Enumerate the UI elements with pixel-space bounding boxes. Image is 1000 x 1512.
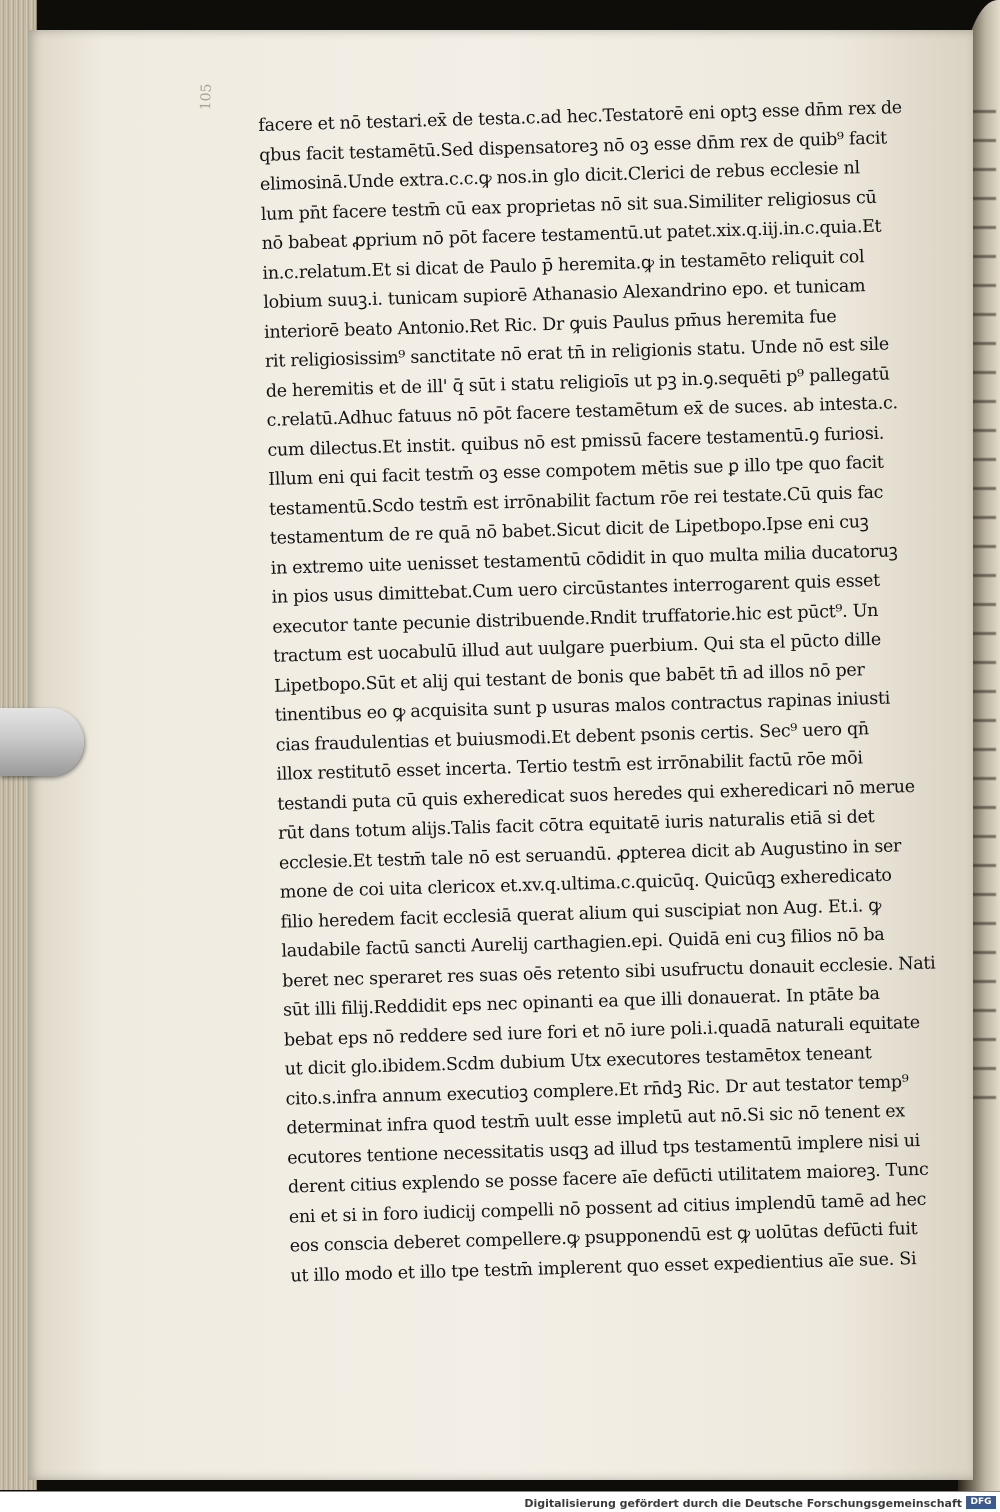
text-line: c.relatū.Adhuc fatuus nō pōt facere testamētum ex̄ de suces. ab intesta.c. xyxy=(266,393,899,431)
text-line: determinat infra quod testm̄ uult esse impletū aut nō.Si sic nō tenent ex xyxy=(286,1101,906,1139)
text-line: ut dicit glo.ibidem.Scdm dubium Utx executores testamētox teneant xyxy=(284,1043,872,1080)
show-through-text xyxy=(970,110,996,1110)
text-line: lobium suuꝫ.i. tunicam supiorē Athanasio Alexandrino epo. et tunicam xyxy=(263,276,866,313)
text-line: eos conscia deberet compellere.ꝙ psupponendū est ꝙ uolūtas defūcti fuit xyxy=(289,1219,918,1257)
text-line: testandi puta cū quis exheredicat suos heredes qui exheredicari nō merue xyxy=(277,776,916,815)
text-line: beret nec speraret res suas oēs retento sibi usufructu donauit ecclesie. Nati xyxy=(281,952,936,992)
text-line: executor tante pecunie distribuende.Rndit truffatorie.hic est pūct⁹. Un xyxy=(272,600,879,638)
text-line: de heremitis et de ill' q̄ sūt i statu religioīs ut pꝫ in.ꝯ.sequēti p⁹ pallegatū xyxy=(265,363,890,402)
text-line: tractum est uocabulū illud aut uulgare puerbium. Qui sta el pūcto dille xyxy=(272,629,882,667)
text-line: nō babeat ꝓprium nō pōt facere testamentū.ut patet.xix.q.iij.in.c.quia.Et xyxy=(261,216,882,254)
text-line: mone de coi uita clericox et.xv.q.ultima.c.quicūq. Quicūqꝫ exheredicato xyxy=(279,865,892,903)
text-line: Lipetbopo.Sūt et alij qui testant de bonis que babēt tn̄ ad illos nō per xyxy=(273,659,865,697)
text-line: in pios usus dimittebat.Cum uero circūstantes interrogarent quis esset xyxy=(271,570,881,608)
text-line: ecutores tentione necessitatis usqꝫ ad illud tps testamentū implere nisi ui xyxy=(286,1130,921,1169)
pencil-folio-number: 105 xyxy=(198,83,215,111)
text-line: illox restitutō esset incerta. Tertio testm̄ est irrōnabilit factū rōe mōi xyxy=(276,748,863,785)
text-line: cito.s.infra annum executioꝫ complere.Et rn̄dꝫ Ric. Dr aut testator temp⁹ xyxy=(285,1071,909,1110)
text-line: sūt illi filij.Reddidit eps nec opinanti ea que illi donauerat. In ptāte ba xyxy=(282,983,880,1021)
text-line: in.c.relatum.Et si dicat de Paulo p̄ heremita.ꝙ in testamēto reliquit col xyxy=(262,246,865,284)
text-line: cias fraudulentias et buiusmodi.Et debent psonis certis. Sec⁹ uero qn̄ xyxy=(275,718,870,756)
text-line: filio heredem facit ecclesiā querat alium qui suscipiat non Aug. Et.i. ꝙ xyxy=(280,895,882,933)
incunabulum-text-block xyxy=(258,94,941,1292)
text-line: Illum eni qui facit testm̄ oꝫ esse compotem mētis sue ꝑ illo tpe quo facit xyxy=(267,452,884,490)
text-line: qbus facit testamētū.Sed dispensatoreꝫ nō oꝫ esse dn̄m rex de quib⁹ facit xyxy=(258,127,888,166)
text-line: in extremo uite uenisset testamentū cōdidit in quo multa milia ducatoruꝫ xyxy=(270,540,898,579)
digitization-footer xyxy=(0,1491,1000,1512)
text-line: testamentum de re quā nō babet.Sicut dicit de Lipetbopo.Ipse eni cuꝫ xyxy=(269,512,869,549)
funding-credit: Digitalisierung gefördert durch die Deutsche Forschungsgemeinschaft xyxy=(524,1497,962,1510)
text-line: facere et nō testari.ex̄ de testa.c.ad hec.Testatorē eni optꝫ esse dn̄m rex de xyxy=(258,98,903,136)
text-line: testamentū.Scdo testm̄ est irrōnabilit factum rōe rei testate.Cū quis fac xyxy=(268,482,884,520)
text-line: ecclesie.Et testm̄ tale nō est seruandū. ꝓpterea dicit ab Augustino in ser xyxy=(278,835,902,874)
text-line: interiorē beato Antonio.Ret Ric. Dr ꝙuis Paulus pm̄us heremita fue xyxy=(263,306,837,343)
text-line: derent citius explendo se posse facere aīe defūcti utilitatem maioreꝫ. Tunc xyxy=(287,1159,929,1198)
text-line: bebat eps nō reddere sed iure fori et nō iure poli.i.quadā naturali equitate xyxy=(283,1012,921,1051)
text-line: lum pn̄t facere testm̄ cū eax proprietas nō sit sua.Similiter religiosus cū xyxy=(260,187,877,225)
text-line: tinentibus eo ꝙ acquisita sunt p usuras malos contractus rapinas iniusti xyxy=(274,688,891,726)
text-line: rūt dans totum alijs.Talis facit cōtra equitatē iuris naturalis etiā si det xyxy=(277,807,875,844)
text-line: eni et si in foro iudicij compelli nō possent ad citius implendū tamē ad hec xyxy=(288,1189,927,1228)
text-line: elimosinā.Unde extra.c.c.ꝙ nos.in glo dicit.Clerici de rebus ecclesie nl xyxy=(259,158,861,195)
text-line: cum dilectus.Et instit. quibus nō est pmissū facere testamentū.ꝯ furiosi. xyxy=(267,423,885,461)
text-line: rit religiosissim⁹ sanctitate nō erat tn̄ in religionis statu. Unde nō est sile xyxy=(264,334,890,372)
dfg-logo: DFG xyxy=(966,1496,996,1509)
page-clamp xyxy=(0,708,84,776)
text-line: ut illo modo et illo tpe testm̄ implerent quo esset expedientius aīe sue. Si xyxy=(290,1248,917,1287)
text-line: laudabile factū sancti Aurelij carthagien.epi. Quidā eni cuꝫ filios nō ba xyxy=(281,924,885,962)
